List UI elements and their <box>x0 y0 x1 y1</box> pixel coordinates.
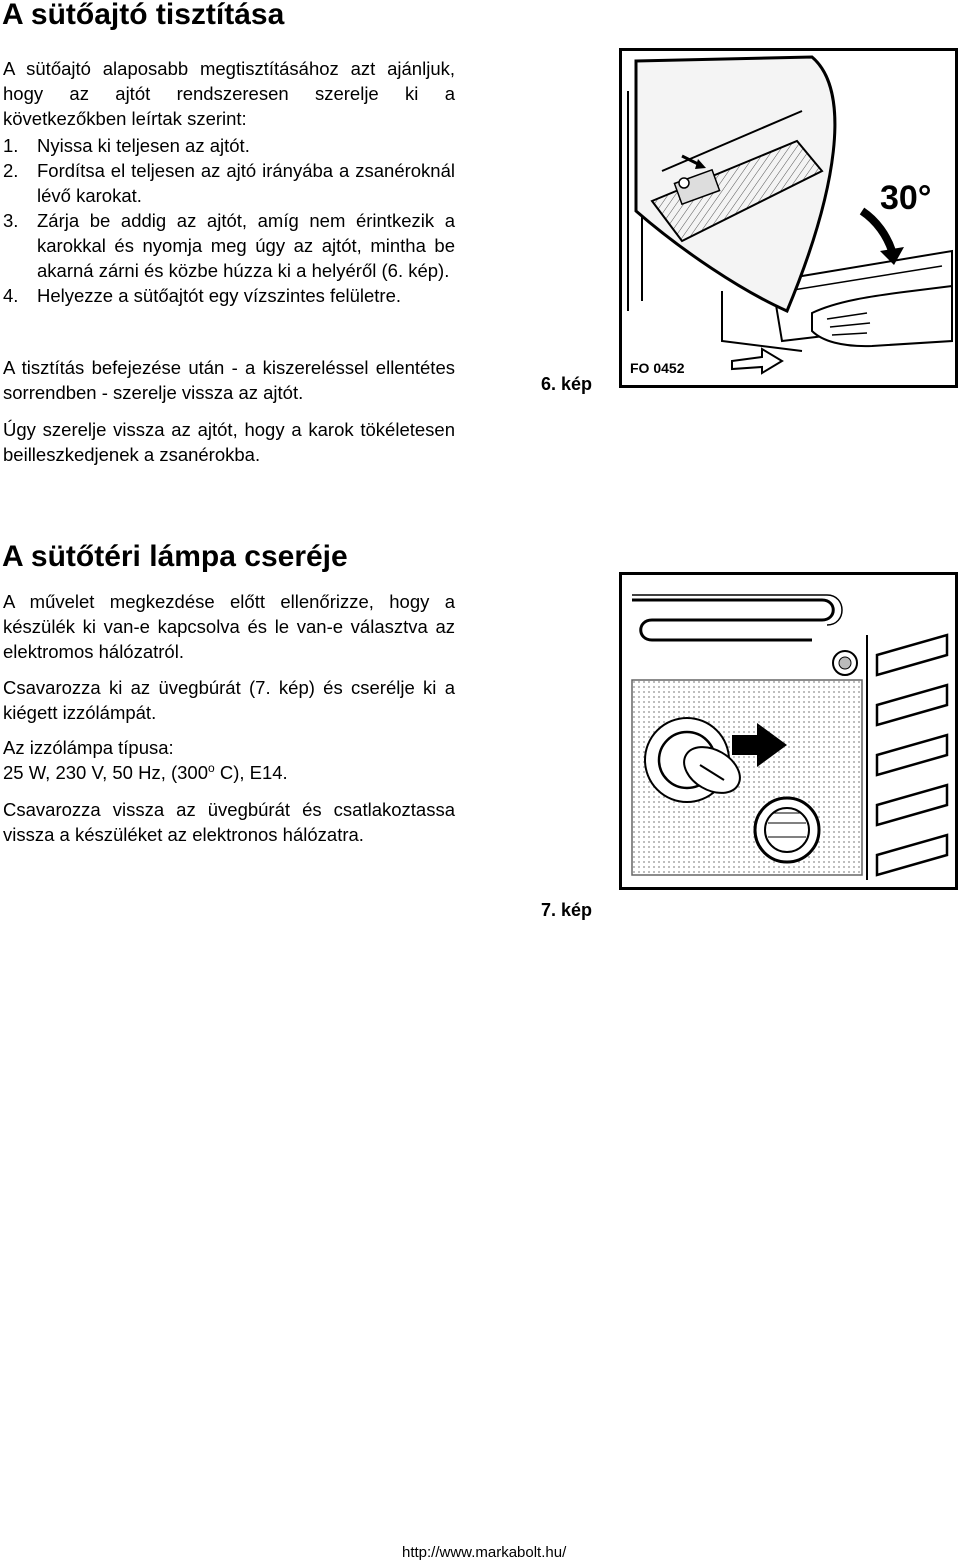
figure-7-lamp-replacement <box>619 572 958 890</box>
step-text: Zárja be addig az ajtót, amíg nem érintkezik a karokkal és nyomja meg úgy az ajtót, mintha be akarná zárni és közbe húzza ki a helyéről (6. kép). <box>37 210 455 281</box>
steps-list <box>3 133 455 308</box>
figure-7-caption: 7. kép <box>541 900 593 920</box>
section1-after: A tisztítás befejezése után - a kiszereléssel ellentétes sorrendben - szerelje vissza az ajtót. <box>3 357 455 403</box>
step-text: Helyezze a sütőajtót egy vízszintes felületre. <box>37 285 402 306</box>
step-1 <box>3 133 455 158</box>
bulb-type-label: Az izzólámpa típusa: <box>3 737 174 758</box>
step-number: 3. <box>3 210 19 231</box>
step-text: Fordítsa el teljesen az ajtó irányába a zsanéroknál lévő karokat. <box>37 160 455 206</box>
step-3 <box>3 208 455 283</box>
footer-url[interactable]: http://www.markabolt.hu/ <box>402 1544 567 1561</box>
figure-6-door-removal <box>619 48 958 388</box>
section1-intro: A sütőajtó alaposabb megtisztításához azt ajánljuk, hogy az ajtót rendszeresen szerelje ki a következőkben leírtak szerint: <box>3 58 455 129</box>
lamp-replacement-illustration <box>622 575 955 887</box>
section1-reinstall: Úgy szerelje vissza az ajtót, hogy a karok tökéletesen beilleszkedjenek a zsanérokba. <box>3 419 455 465</box>
section2-p1: A művelet megkezdése előtt ellenőrizze, hogy a készülék ki van-e kapcsolva és le van-e választva az elektromos hálózatról. <box>3 591 455 662</box>
step-number: 1. <box>3 135 19 156</box>
step-number: 4. <box>3 285 19 306</box>
section2-p2: Csavarozza ki az üvegbúrát (7. kép) és cserélje ki a kiégett izzólámpát. <box>3 677 455 723</box>
figure-6-caption: 6. kép <box>541 374 593 394</box>
section2-title: A sütőtéri lámpa cseréje <box>2 540 348 573</box>
section2-p4: Csavarozza vissza az üvegbúrát és csatlakoztassa vissza a készüléket az elektronos hálózatra. <box>3 799 455 845</box>
step-number: 2. <box>3 160 19 181</box>
angle-label: 30° <box>880 179 932 217</box>
step-4 <box>3 283 455 308</box>
step-2 <box>3 158 455 208</box>
step-text: Nyissa ki teljesen az ajtót. <box>37 135 250 156</box>
figure-code-label: FO 0452 <box>630 360 685 376</box>
door-removal-illustration <box>622 51 955 385</box>
bulb-type-value: 25 W, 230 V, 50 Hz, (300$^o$ C), E14. <box>3 760 288 783</box>
section1-title: A sütőajtó tisztítása <box>2 0 285 31</box>
